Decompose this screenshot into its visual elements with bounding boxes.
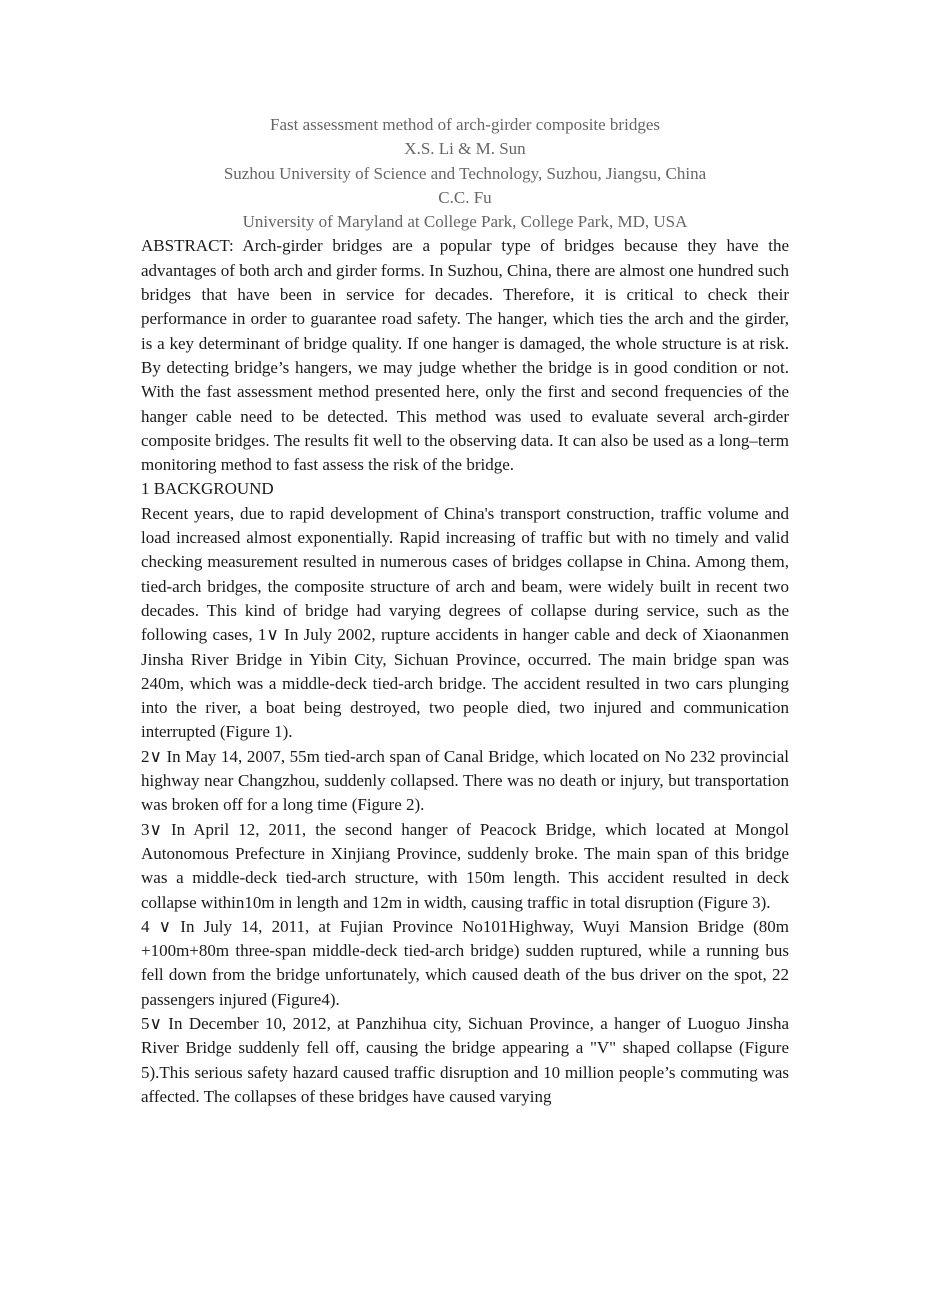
body-paragraph: 3∨ In April 12, 2011, the second hanger of Peacock Bridge, which located at Mongol Autonomous Prefecture in Xinjiang Province, suddenly broke. The main span of this bridge was a middle-deck tied-arch structure, with 150m length. This accident resulted in deck collapse within10m in length and 12m in width, causing traffic in total disruption (Figure 3). <box>141 819 789 912</box>
paper-page <box>141 113 789 1109</box>
body-paragraph: 5∨ In December 10, 2012, at Panzhihua city, Sichuan Province, a hanger of Luoguo Jinsha River Bridge suddenly fell off, causing the bridge appearing a "V" shaped collapse (Figure 5).This serious safety hazard caused traffic disruption and 10 million people’s commuting was affected. The collapses of these bridges have caused varying <box>141 1013 789 1106</box>
abstract-paragraph: ABSTRACT: Arch-girder bridges are a popular type of bridges because they have the advantages of both arch and girder forms. In Suzhou, China, there are almost one hundred such bridges that have been in service for decades. Therefore, it is critical to check their performance in order to guarantee road safety. The hanger, which ties the arch and the girder, is a key determinant of bridge quality. If one hanger is damaged, the whole structure is at risk. By detecting bridge’s hangers, we may judge whether the bridge is in good condition or not. With the fast assessment method presented here, only the first and second frequencies of the hanger cable need to be detected. This method was used to evaluate several arch-girder composite bridges. The results fit well to the observing data. It can also be used as a long–term monitoring method to fast assess the risk of the bridge. <box>141 236 789 475</box>
body-paragraph: Recent years, due to rapid development of China's transport construction, traffic volume and load increased almost exponentially. Rapid increasing of traffic but with no timely and valid checking measurement resulted in numerous cases of bridges collapse in China. Among them, tied-arch bridges, the composite structure of arch and beam, were widely built in recent two decades. This kind of bridge had varying degrees of collapse during service, such as the following cases, 1∨ In July 2002, rupture accidents in hanger cable and deck of Xiaonanmen Jinsha River Bridge in Yibin City, Sichuan Province, occurred. The main bridge span was 240m, which was a middle-deck tied-arch bridge. The accident resulted in two cars plunging into the river, a boat being destroyed, two people died, two injured and communication interrupted (Figure 1). <box>141 503 789 742</box>
paper-title: Fast assessment method of arch-girder composite bridges <box>270 115 660 134</box>
body-paragraph: 4 ∨ In July 14, 2011, at Fujian Province No101Highway, Wuyi Mansion Bridge (80m +100m+80m three-span middle-deck tied-arch bridge) sudden ruptured, while a running bus fell down from the bridge unfortunately, which caused death of the bus driver on the spot, 22 passengers injured (Figure4). <box>141 916 789 1009</box>
affiliation-line-2: University of Maryland at College Park, College Park, MD, USA <box>242 212 688 232</box>
authors-line-1: X.S. Li & M. Sun <box>404 139 526 159</box>
affiliation-line-1: Suzhou University of Science and Technology, Suzhou, Jiangsu, China <box>223 163 707 183</box>
authors-line-2: C.C. Fu <box>438 187 492 207</box>
body-paragraph: 2∨ In May 14, 2007, 55m tied-arch span of Canal Bridge, which located on No 232 provincial highway near Changzhou, suddenly collapsed. There was no death or injury, but transportation was broken off for a long time (Figure 2). <box>141 746 789 815</box>
section-heading-background: 1 BACKGROUND <box>141 479 274 499</box>
